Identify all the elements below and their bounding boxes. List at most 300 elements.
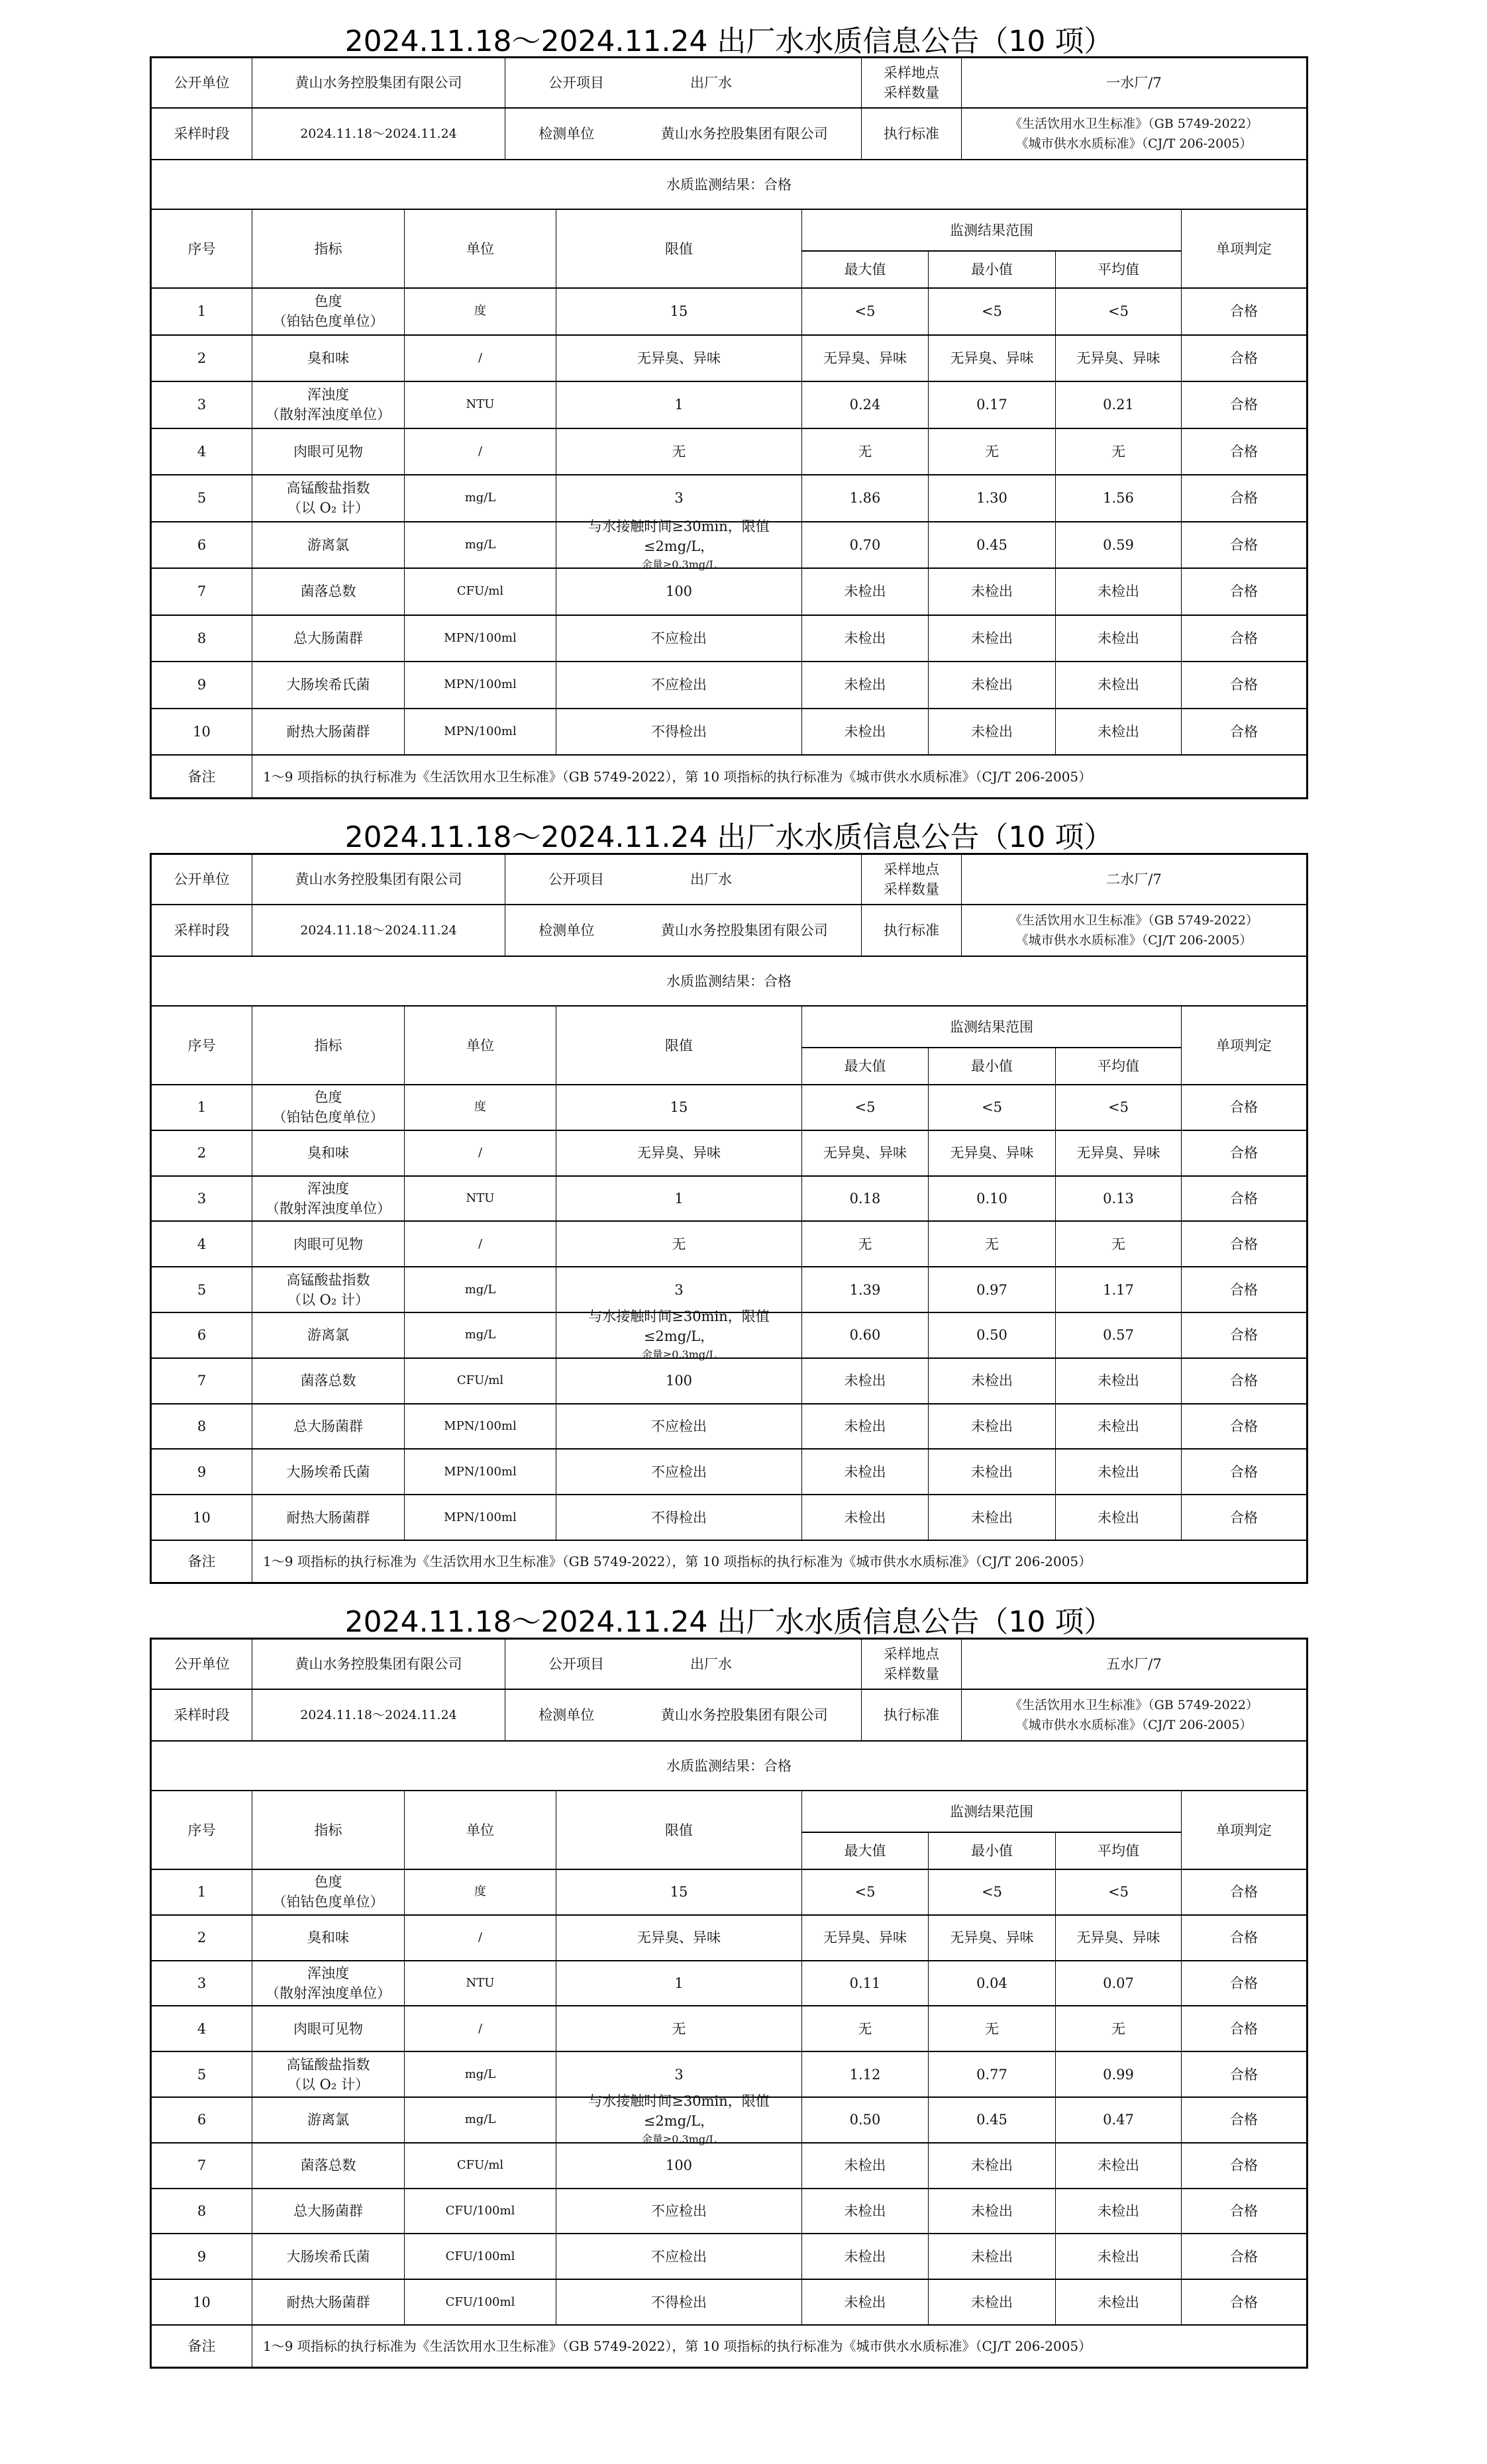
- row-verdict: 合格: [1230, 2112, 1258, 2128]
- row-limit: [556, 1177, 802, 1221]
- row-verdict: 合格: [1230, 2248, 1258, 2265]
- indicator-name: 肉眼可见物: [293, 443, 363, 460]
- row-unit: MPN/100ml: [405, 1404, 556, 1449]
- row-no: 1: [152, 1870, 252, 1914]
- row-min: 未检出: [929, 2189, 1056, 2234]
- indicator-name: 臭和味: [307, 1145, 349, 1161]
- row-unit: MPN/100ml: [405, 616, 556, 662]
- row-avg: 未检出: [1056, 1359, 1182, 1403]
- row-min: 无: [929, 429, 1056, 475]
- indicator-name: 大肠埃希氏菌: [286, 2248, 370, 2265]
- row-unit: CFU/100ml: [405, 2189, 556, 2234]
- row-min: 未检出: [929, 2280, 1056, 2324]
- header-limit: 限值: [556, 210, 802, 287]
- limit-text: 不应检出: [651, 677, 707, 693]
- row-max: 未检出: [802, 2144, 929, 2188]
- table-row: [152, 662, 1306, 709]
- table-row: [152, 1916, 1306, 1961]
- row-min: 0.50: [929, 1313, 1056, 1357]
- site-label-1: 采样地点: [884, 1646, 939, 1662]
- row-unit: NTU: [405, 382, 556, 428]
- row-limit: [556, 1870, 802, 1914]
- row-no: 7: [152, 569, 252, 615]
- row-indicator: [252, 1495, 405, 1540]
- item-label: 公开项目: [548, 75, 604, 91]
- row-avg: 未检出: [1056, 1450, 1182, 1494]
- limit-text: 不得检出: [651, 2294, 707, 2310]
- row-unit: /: [405, 1916, 556, 1960]
- row-max: 0.18: [802, 1177, 929, 1221]
- indicator-name: 菌落总数: [300, 1373, 356, 1389]
- row-limit: [556, 1961, 802, 2006]
- row-unit: MPN/100ml: [405, 1450, 556, 1494]
- remark-text: 1～9 项指标的执行标准为《生活饮用水卫生标准》（GB 5749-2022），第 10 项指标的执行标准为《城市供水水质标准》（CJ/T 206-2005）: [263, 768, 1092, 785]
- remark-text: 1～9 项指标的执行标准为《生活饮用水卫生标准》（GB 5749-2022），第 10 项指标的执行标准为《城市供水水质标准》（CJ/T 206-2005）: [263, 2338, 1092, 2354]
- item-label: 公开项目: [548, 871, 604, 887]
- limit-text: 不应检出: [651, 1418, 707, 1434]
- indicator-unit-note: （散射浑浊度单位）: [266, 407, 391, 423]
- row-no: 4: [152, 1222, 252, 1266]
- site-label-2: 采样数量: [884, 881, 939, 897]
- row-indicator: [252, 2098, 405, 2142]
- row-limit: [556, 2234, 802, 2279]
- row-min: 无: [929, 1222, 1056, 1266]
- header-unit: 单位: [405, 1791, 556, 1869]
- row-min: 未检出: [929, 616, 1056, 662]
- row-avg: 无异臭、异味: [1056, 1131, 1182, 1175]
- standard-value: [962, 905, 1306, 956]
- row-no: 6: [152, 1313, 252, 1357]
- row-max: 未检出: [802, 2280, 929, 2324]
- limit-text: 不应检出: [651, 2248, 707, 2265]
- row-unit: 度: [405, 1870, 556, 1914]
- limit-text: 3: [674, 490, 684, 507]
- row-unit: NTU: [405, 1177, 556, 1221]
- indicator-unit-note: （散射浑浊度单位）: [266, 1200, 391, 1216]
- row-avg: 未检出: [1056, 616, 1182, 662]
- row-indicator: [252, 289, 405, 334]
- row-min: 无: [929, 2006, 1056, 2051]
- row-indicator: [252, 429, 405, 475]
- site-label-1: 采样地点: [884, 65, 939, 81]
- indicator-name: 浑浊度: [307, 1965, 349, 1981]
- limit-text: 无异臭、异味: [637, 350, 721, 366]
- row-unit: MPN/100ml: [405, 662, 556, 708]
- row-max: 未检出: [802, 569, 929, 615]
- limit-text: 无异臭、异味: [637, 1145, 721, 1161]
- limit-text: 15: [670, 1099, 688, 1116]
- header-min: 最小值: [929, 1048, 1056, 1084]
- limit-text: 15: [670, 303, 688, 320]
- row-verdict: 合格: [1230, 1509, 1258, 1526]
- indicator-unit-note: （以 O₂ 计）: [287, 2076, 369, 2093]
- limit-text: 100: [665, 2157, 693, 2174]
- row-no: 2: [152, 336, 252, 381]
- row-verdict: 合格: [1230, 677, 1258, 693]
- header-range: [802, 1007, 1182, 1084]
- row-limit: [556, 1131, 802, 1175]
- period-value: 2024.11.18～2024.11.24: [252, 905, 505, 956]
- row-no: 9: [152, 662, 252, 708]
- row-unit: mg/L: [405, 2098, 556, 2142]
- site-value: 一水厂/7: [1106, 75, 1162, 91]
- indicator-name: 总大肠菌群: [293, 630, 363, 646]
- row-unit: /: [405, 429, 556, 475]
- row-unit: mg/L: [405, 1313, 556, 1357]
- row-limit: [556, 1359, 802, 1403]
- row-indicator: [252, 1916, 405, 1960]
- row-unit: CFU/ml: [405, 569, 556, 615]
- row-avg: 未检出: [1056, 709, 1182, 755]
- table-row: [152, 2280, 1306, 2326]
- row-max: 未检出: [802, 662, 929, 708]
- limit-text: 3: [674, 1281, 684, 1298]
- header-range: [802, 210, 1182, 287]
- row-verdict: 合格: [1230, 2066, 1258, 2083]
- row-avg: 1.56: [1056, 475, 1182, 521]
- row-indicator: [252, 1870, 405, 1914]
- row-indicator: [252, 662, 405, 708]
- row-limit: [556, 1308, 802, 1361]
- row-min: 未检出: [929, 2234, 1056, 2279]
- limit-note: 余量≥0.3mg/L: [641, 1348, 717, 1361]
- indicator-name: 肉眼可见物: [293, 2020, 363, 2037]
- row-no: 8: [152, 616, 252, 662]
- row-unit: mg/L: [405, 522, 556, 568]
- table-row: [152, 1177, 1306, 1222]
- row-avg: 未检出: [1056, 2280, 1182, 2324]
- row-max: 0.60: [802, 1313, 929, 1357]
- indicator-name: 游离氯: [307, 1327, 349, 1344]
- row-indicator: [252, 1404, 405, 1449]
- row-min: <5: [929, 1085, 1056, 1130]
- limit-text: 不得检出: [651, 723, 707, 740]
- item-value: 出厂水: [690, 871, 732, 887]
- row-unit: 度: [405, 1085, 556, 1130]
- row-unit: /: [405, 336, 556, 381]
- lab-value: 黄山水务控股集团有限公司: [660, 922, 828, 938]
- row-max: 无: [802, 429, 929, 475]
- row-avg: 无: [1056, 429, 1182, 475]
- row-no: 2: [152, 1916, 252, 1960]
- row-no: 9: [152, 1450, 252, 1494]
- row-avg: 未检出: [1056, 1404, 1182, 1449]
- row-no: 6: [152, 2098, 252, 2142]
- row-verdict: 合格: [1230, 397, 1258, 413]
- header-range-label: 监测结果范围: [802, 210, 1181, 252]
- indicator-name: 大肠埃希氏菌: [286, 1463, 370, 1480]
- indicator-name: 菌落总数: [300, 2157, 356, 2174]
- row-avg: 未检出: [1056, 2189, 1182, 2234]
- row-max: 1.39: [802, 1267, 929, 1312]
- table-row: [152, 2144, 1306, 2189]
- row-indicator: [252, 569, 405, 615]
- row-max: 无: [802, 1222, 929, 1266]
- row-no: 10: [152, 1495, 252, 1540]
- info-row-publisher: [152, 1640, 1306, 1690]
- table-row: [152, 336, 1306, 383]
- header-avg: 平均值: [1098, 262, 1139, 277]
- table-row: [152, 2189, 1306, 2235]
- table-header-row: [152, 210, 1306, 289]
- lab-cell: [505, 1690, 862, 1740]
- water-quality-table: [150, 1638, 1308, 2369]
- row-limit: [556, 429, 802, 475]
- limit-text: 不应检出: [651, 2202, 707, 2219]
- row-max: <5: [802, 1870, 929, 1914]
- row-avg: 0.99: [1056, 2052, 1182, 2096]
- row-limit: [556, 662, 802, 708]
- row-min: 未检出: [929, 1495, 1056, 1540]
- limit-text: 1: [674, 397, 684, 413]
- header-unit: 单位: [405, 1007, 556, 1084]
- remark-label: 备注: [152, 2326, 252, 2367]
- indicator-name: 总大肠菌群: [293, 1418, 363, 1434]
- row-max: 0.11: [802, 1961, 929, 2006]
- row-max: 未检出: [802, 616, 929, 662]
- indicator-name: 色度: [314, 293, 342, 310]
- row-unit: NTU: [405, 1961, 556, 2006]
- row-verdict: 合格: [1230, 723, 1258, 740]
- row-no: 1: [152, 289, 252, 334]
- row-no: 7: [152, 1359, 252, 1403]
- row-indicator: [252, 2052, 405, 2096]
- row-indicator: [252, 1222, 405, 1266]
- row-unit: mg/L: [405, 475, 556, 521]
- row-min: 0.97: [929, 1267, 1056, 1312]
- standard-value-1: 《生活饮用水卫生标准》（GB 5749-2022）: [1009, 913, 1258, 928]
- indicator-name: 总大肠菌群: [293, 2202, 363, 2219]
- row-avg: <5: [1056, 1870, 1182, 1914]
- row-min: 0.17: [929, 382, 1056, 428]
- row-limit: [556, 2144, 802, 2188]
- row-avg: 0.47: [1056, 2098, 1182, 2142]
- indicator-unit-note: （铂钴色度单位）: [272, 313, 384, 330]
- row-verdict: 合格: [1230, 583, 1258, 600]
- table-row: [152, 1085, 1306, 1131]
- site-value: 二水厂/7: [1106, 871, 1162, 887]
- row-max: 1.86: [802, 475, 929, 521]
- row-indicator: [252, 2280, 405, 2324]
- row-avg: 未检出: [1056, 1495, 1182, 1540]
- row-max: 无异臭、异味: [802, 1131, 929, 1175]
- row-avg: 无异臭、异味: [1056, 1916, 1182, 1960]
- remark-label: 备注: [152, 756, 252, 797]
- report-title: 2024.11.18～2024.11.24 出厂水水质信息公告（10 项）: [344, 25, 1113, 58]
- row-verdict: 合格: [1230, 490, 1258, 507]
- period-label: 采样时段: [152, 109, 252, 159]
- publisher-label: 公开单位: [152, 58, 252, 107]
- lab-value: 黄山水务控股集团有限公司: [660, 126, 828, 142]
- row-max: 0.70: [802, 522, 929, 568]
- table-row: [152, 2006, 1306, 2052]
- row-indicator: [252, 1359, 405, 1403]
- header-indicator: 指标: [252, 1791, 405, 1869]
- limit-text: 与水接触时间≥30min，限值≤2mg/L，: [588, 518, 770, 554]
- header-max: 最大值: [802, 1048, 929, 1084]
- row-indicator: [252, 709, 405, 755]
- row-limit: [556, 569, 802, 615]
- indicator-name: 耐热大肠菌群: [286, 723, 370, 740]
- row-avg: 未检出: [1056, 662, 1182, 708]
- indicator-name: 肉眼可见物: [293, 1236, 363, 1252]
- site-label-2: 采样数量: [884, 1666, 939, 1682]
- limit-text: 15: [670, 1884, 688, 1900]
- table-row: [152, 1870, 1306, 1916]
- header-min: 最小值: [929, 252, 1056, 287]
- row-limit: [556, 475, 802, 521]
- table-row: [152, 1961, 1306, 2007]
- row-min: 未检出: [929, 1404, 1056, 1449]
- row-min: 0.77: [929, 2052, 1056, 2096]
- indicator-unit-note: （铂钴色度单位）: [272, 1109, 384, 1126]
- row-no: 4: [152, 2006, 252, 2051]
- row-max: 未检出: [802, 709, 929, 755]
- table-header-row: [152, 1791, 1306, 1870]
- result-summary: 水质监测结果：合格: [666, 176, 792, 193]
- indicator-name: 色度: [314, 1089, 342, 1106]
- row-limit: [556, 1085, 802, 1130]
- row-max: 未检出: [802, 1450, 929, 1494]
- row-min: 0.45: [929, 522, 1056, 568]
- limit-text: 3: [674, 2066, 684, 2083]
- row-max: 0.24: [802, 382, 929, 428]
- row-verdict: 合格: [1230, 1281, 1258, 1298]
- indicator-unit-note: （以 O₂ 计）: [287, 500, 369, 517]
- row-max: 无异臭、异味: [802, 336, 929, 381]
- row-limit: [556, 1404, 802, 1449]
- table-row: [152, 382, 1306, 429]
- indicator-name: 高锰酸盐指数: [286, 2056, 370, 2073]
- row-indicator: [252, 1313, 405, 1357]
- header-verdict: 单项判定: [1216, 1037, 1272, 1054]
- header-indicator: 指标: [252, 210, 405, 287]
- remark-row: [152, 1541, 1306, 1582]
- result-summary-row: [152, 1742, 1306, 1791]
- row-verdict: 合格: [1230, 443, 1258, 460]
- table-row: [152, 518, 1306, 571]
- row-min: 未检出: [929, 569, 1056, 615]
- item-label: 公开项目: [548, 1656, 604, 1672]
- row-unit: /: [405, 1222, 556, 1266]
- row-indicator: [252, 382, 405, 428]
- remark-row: [152, 2326, 1306, 2367]
- table-row: [152, 616, 1306, 663]
- row-limit: [556, 2006, 802, 2051]
- row-unit: 度: [405, 289, 556, 334]
- row-max: 未检出: [802, 1359, 929, 1403]
- table-row: [152, 1404, 1306, 1450]
- indicator-name: 浑浊度: [307, 387, 349, 403]
- row-limit: [556, 1916, 802, 1960]
- lab-label: 检测单位: [538, 922, 595, 938]
- row-indicator: [252, 616, 405, 662]
- publisher-value: 黄山水务控股集团有限公司: [252, 855, 505, 904]
- row-verdict: 合格: [1230, 1190, 1258, 1207]
- row-unit: mg/L: [405, 1267, 556, 1312]
- item-value: 出厂水: [690, 1656, 732, 1672]
- row-verdict: 合格: [1230, 1930, 1258, 1946]
- row-indicator: [252, 1085, 405, 1130]
- limit-text: 1: [674, 1190, 684, 1207]
- row-limit: [556, 336, 802, 381]
- header-no: 序号: [152, 1791, 252, 1869]
- period-label: 采样时段: [152, 1690, 252, 1740]
- header-no: 序号: [152, 1007, 252, 1084]
- result-summary: 水质监测结果：合格: [666, 973, 792, 989]
- indicator-name: 耐热大肠菌群: [286, 1509, 370, 1526]
- indicator-name: 耐热大肠菌群: [286, 2294, 370, 2310]
- row-limit: [556, 1450, 802, 1494]
- row-avg: 0.07: [1056, 1961, 1182, 2006]
- publisher-value: 黄山水务控股集团有限公司: [252, 1640, 505, 1689]
- row-no: 3: [152, 1177, 252, 1221]
- row-limit: [556, 616, 802, 662]
- remark-label: 备注: [152, 1541, 252, 1582]
- indicator-name: 色度: [314, 1874, 342, 1891]
- row-max: 1.12: [802, 2052, 929, 2096]
- table-row: [152, 2234, 1306, 2280]
- row-no: 1: [152, 1085, 252, 1130]
- row-verdict: 合格: [1230, 1145, 1258, 1161]
- limit-text: 不应检出: [651, 630, 707, 646]
- row-min: 未检出: [929, 2144, 1056, 2188]
- row-verdict: 合格: [1230, 630, 1258, 646]
- row-max: 0.50: [802, 2098, 929, 2142]
- limit-text: 与水接触时间≥30min，限值≤2mg/L，: [588, 2093, 770, 2130]
- limit-text: 不得检出: [651, 1509, 707, 1526]
- site-label: [862, 1640, 962, 1689]
- remark-text: 1～9 项指标的执行标准为《生活饮用水卫生标准》（GB 5749-2022），第 10 项指标的执行标准为《城市供水水质标准》（CJ/T 206-2005）: [263, 1553, 1092, 1569]
- row-no: 5: [152, 2052, 252, 2096]
- row-verdict: 合格: [1230, 1975, 1258, 1991]
- row-no: 10: [152, 2280, 252, 2324]
- row-avg: 未检出: [1056, 569, 1182, 615]
- limit-text: 与水接触时间≥30min，限值≤2mg/L，: [588, 1308, 770, 1345]
- water-quality-table: [150, 853, 1308, 1584]
- indicator-unit-note: （铂钴色度单位）: [272, 1894, 384, 1910]
- limit-note: 余量≥0.3mg/L: [641, 2133, 717, 2146]
- water-quality-table: [150, 56, 1308, 799]
- row-limit: [556, 2093, 802, 2146]
- publisher-label: 公开单位: [152, 855, 252, 904]
- row-no: 8: [152, 2189, 252, 2234]
- row-verdict: 合格: [1230, 1236, 1258, 1252]
- row-indicator: [252, 1177, 405, 1221]
- row-unit: CFU/100ml: [405, 2280, 556, 2324]
- row-unit: CFU/ml: [405, 2144, 556, 2188]
- site-value: 五水厂/7: [1106, 1656, 1162, 1672]
- row-avg: <5: [1056, 1085, 1182, 1130]
- row-indicator: [252, 2006, 405, 2051]
- header-max: 最大值: [802, 252, 929, 287]
- row-max: 未检出: [802, 1404, 929, 1449]
- standard-value-2: 《城市供水水质标准》（CJ/T 206-2005）: [1015, 933, 1253, 948]
- row-avg: 未检出: [1056, 2234, 1182, 2279]
- result-summary-row: [152, 957, 1306, 1007]
- row-unit: /: [405, 2006, 556, 2051]
- limit-text: 无异臭、异味: [637, 1930, 721, 1946]
- row-verdict: 合格: [1230, 2020, 1258, 2037]
- row-verdict: 合格: [1230, 1327, 1258, 1344]
- row-indicator: [252, 1267, 405, 1312]
- row-verdict: 合格: [1230, 1418, 1258, 1434]
- row-limit: [556, 2189, 802, 2234]
- limit-note: 余量≥0.3mg/L: [641, 558, 717, 571]
- row-min: 0.04: [929, 1961, 1056, 2006]
- table-row: [152, 1222, 1306, 1267]
- limit-text: 100: [665, 583, 693, 600]
